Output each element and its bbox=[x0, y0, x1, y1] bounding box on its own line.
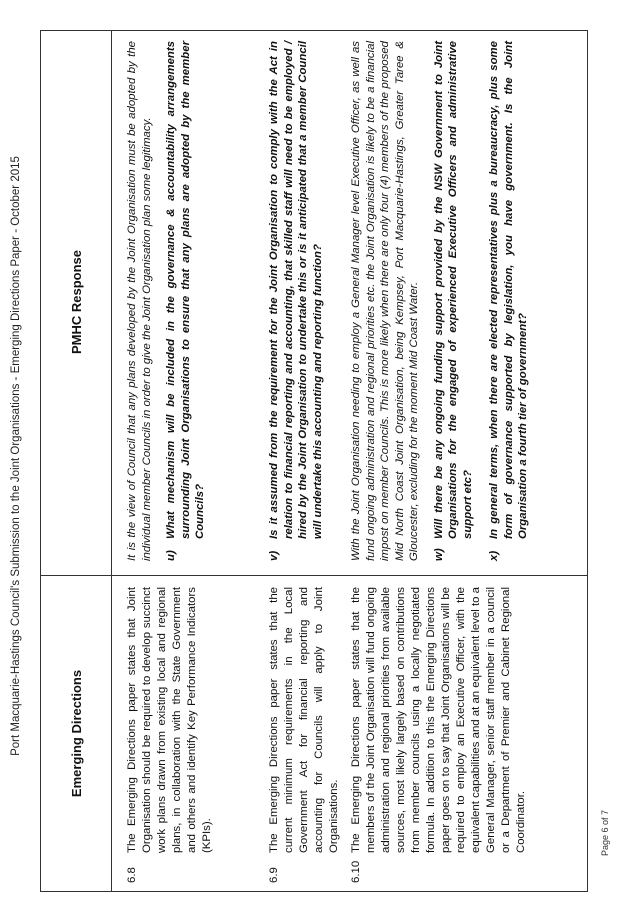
question-label: u) bbox=[165, 550, 177, 561]
item-number: 6.10 bbox=[350, 860, 362, 883]
question-text: Will there be any ongoing funding support provided by the NSW Government to Joint Organisations for the engaged of experienced Executive Officers and administrative support etc? bbox=[432, 41, 474, 539]
question-label: x) bbox=[488, 550, 500, 561]
response-cell bbox=[125, 41, 220, 561]
direction-text: The Emerging Directions paper states that Joint Organisation should be required to develop succinct work plans drawn from existing local and regional plans, in collaboration with the State Government and others and identify Key Performance Indicators (KPIs). bbox=[126, 587, 213, 853]
response-table bbox=[40, 30, 588, 892]
table-row bbox=[125, 587, 215, 883]
question-item bbox=[487, 41, 531, 561]
question-text: In general terms, when there are elected representatives plus a bureaucracy, plus some form of governance supported by legislation, you have government. Is the Joint Organisation a fourth tier of government? bbox=[488, 41, 529, 539]
response-cell bbox=[349, 41, 543, 561]
table-row bbox=[349, 587, 529, 883]
response-text: With the Joint Organisation needing to employ a General Manager level Executive Officer, as well as fund ongoing administration and regional priorities etc. the Joint Organisation is likely to be a financial impost on member Councils. This is more likely when there are only four (4) members of the proposed Mid North Coast Joint Organisation, being Kempsey, Port Macquarie-Hastings, Greater Taree & Gloucester, excluding for the moment Mid Coast Water. bbox=[350, 41, 420, 561]
col-header-pmhc-response: PMHC Response bbox=[68, 249, 84, 355]
item-number: 6.8 bbox=[126, 867, 138, 883]
item-number: 6.9 bbox=[268, 867, 280, 883]
question-text: What mechanism will be included in the governance & accountability arrangements surrounding Joint Organisations to ensure that any plans are adopted by the member Councils? bbox=[165, 41, 206, 539]
page-number: Page 6 of 7 bbox=[600, 809, 610, 856]
col-header-emerging-directions: Emerging Directions bbox=[68, 669, 84, 798]
page-header: Port Macquarie-Hastings Council's Submission to the Joint Organisations - Emerging Directions Paper - October 2015 bbox=[10, 156, 22, 756]
column-divider bbox=[41, 575, 587, 576]
question-text: Is it assumed from the requirement for the Joint Organisation to comply with the Act in relation to financial reporting and accounting, that skilled staff will need to be employed / hired by the Joint Organisation to undertake this or is it anticipated that a member Council will undertake this accounting and reporting function? bbox=[268, 41, 324, 539]
question-label: w) bbox=[432, 548, 445, 561]
direction-text: The Emerging Directions paper states that the current minimum requirements in the Local Government Act for financial reporting and accounting for Councils will apply to Joint Organisations. bbox=[268, 587, 340, 853]
direction-text: The Emerging Directions paper states that the members of the Joint Organisation will fund ongoing administration and regional priorities from available sources, most likely largely based on contributions from member councils using a locally negotiated formula. In addition to this the Emerging Directions paper goes on to say that Joint Organisations will be required to employ an Executive Officer, with the equivalent capabilities and at an equivalent level to a General Manager, senior staff member in a council or a Department of Premier and Cabinet Regional Coordinator. bbox=[350, 587, 527, 853]
question-item bbox=[432, 41, 476, 561]
question-item bbox=[164, 41, 208, 561]
question-label: v) bbox=[268, 550, 280, 561]
response-text: It is the view of Council that any plans developed by the Joint Organisation must be adopted by the individual member Councils in order to give the Joint Organisation plan some legitimacy. bbox=[126, 41, 153, 561]
table-row bbox=[267, 587, 342, 883]
response-cell bbox=[267, 41, 337, 561]
question-item bbox=[267, 41, 325, 561]
